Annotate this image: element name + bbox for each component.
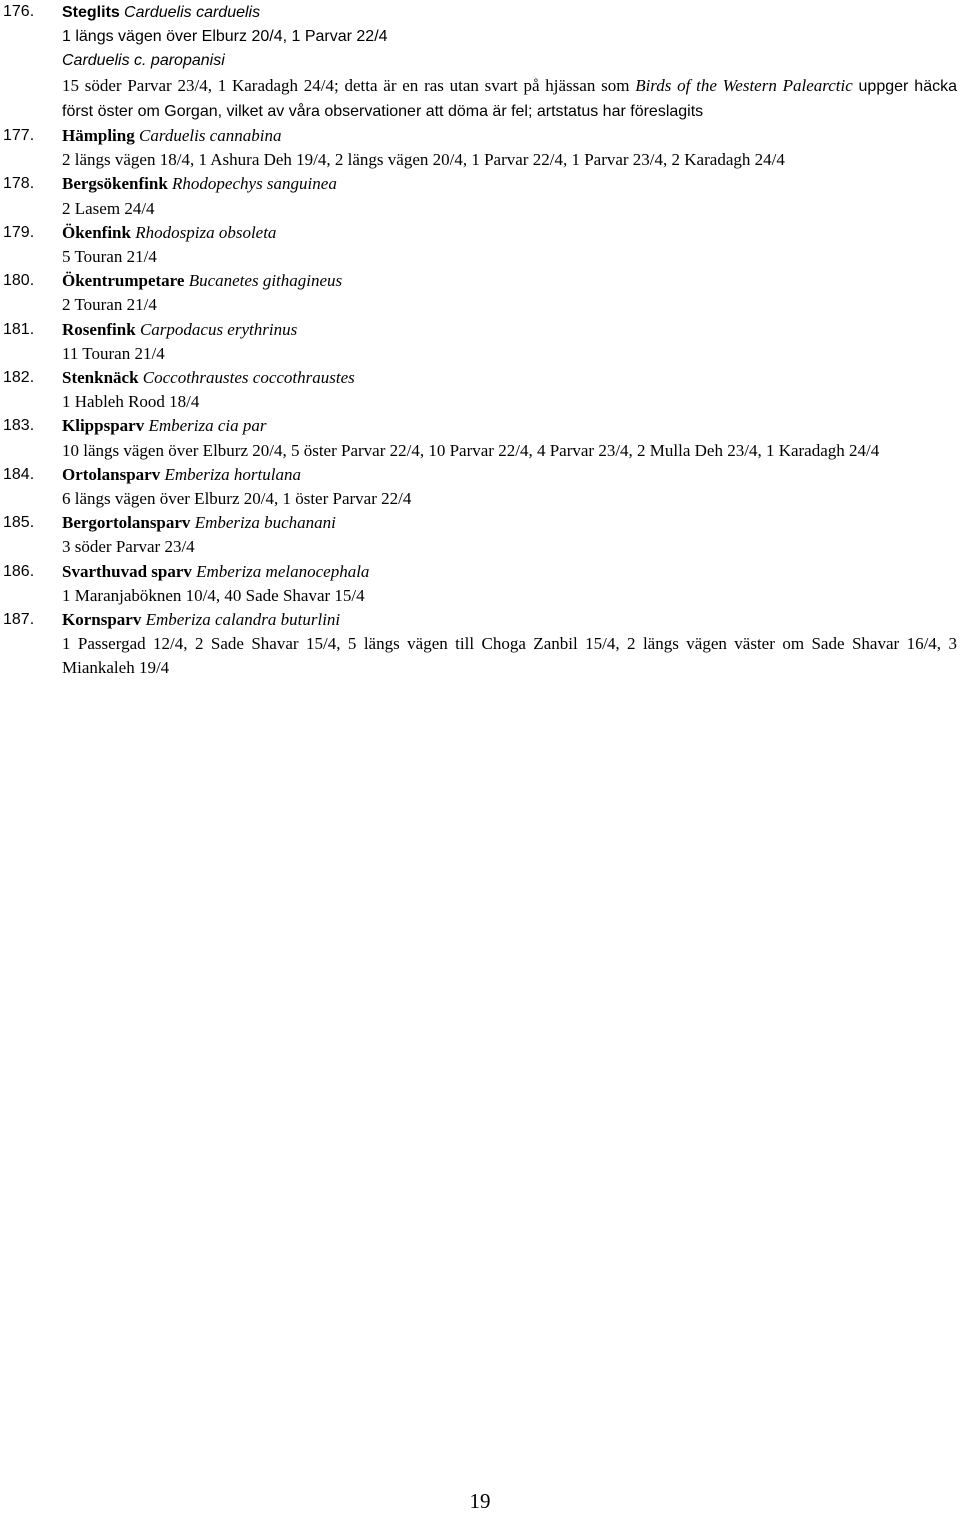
species-heading	[62, 318, 957, 342]
latin-name: Emberiza hortulana	[164, 464, 301, 484]
latin-name: Rhodopechys sanguinea	[172, 174, 337, 194]
latin-name: Emberiza calandra buturlini	[145, 610, 341, 630]
entry-number: 183.	[3, 417, 35, 435]
entry-number: 187.	[3, 611, 35, 629]
observation-text: 2 Touran 21/4	[62, 295, 157, 315]
swedish-name: Bergortolansparv	[62, 513, 191, 533]
species-entry-176	[3, 0, 957, 124]
latin-name: Emberiza melanocephala	[196, 561, 370, 581]
species-heading	[62, 560, 957, 584]
species-heading	[62, 414, 957, 438]
swedish-name: Kornsparv	[62, 610, 142, 630]
note-text-b: uppger häcka först öster om Gorgan, vilket av våra observationer att döma är fel; artstatus har föreslagits	[62, 77, 958, 120]
species-heading	[62, 511, 957, 535]
species-heading	[62, 269, 957, 293]
latin-name: Rhodospiza obsoleta	[135, 222, 277, 242]
entry-number: 181.	[3, 320, 35, 338]
latin-name: Carduelis carduelis	[124, 4, 261, 21]
entry-number: 184.	[3, 465, 35, 483]
swedish-name: Svarthuvad sparv	[62, 561, 192, 581]
species-entry-186	[3, 560, 957, 608]
entry-number: 177.	[3, 127, 35, 145]
swedish-name: Rosenfink	[62, 319, 136, 339]
observation-text: 5 Touran 21/4	[62, 247, 157, 267]
entry-number: 178.	[3, 175, 35, 193]
swedish-name: Ökentrumpetare	[62, 271, 185, 291]
entry-number: 182.	[3, 369, 35, 387]
observation-text: 1 längs vägen över Elburz 20/4, 1 Parvar 22/4	[62, 28, 388, 46]
species-heading	[62, 221, 957, 245]
swedish-name: Ortolansparv	[62, 464, 161, 484]
latin-name: Emberiza cia par	[148, 416, 267, 436]
species-entry-180	[3, 269, 957, 317]
species-heading	[62, 366, 957, 390]
latin-name: Carduelis cannabina	[139, 126, 282, 146]
swedish-name: Klippsparv	[62, 416, 145, 436]
species-entry-187	[3, 608, 957, 681]
observation-text: 1 Maranjaböknen 10/4, 40 Sade Shavar 15/4	[62, 585, 365, 605]
latin-name: Coccothraustes coccothraustes	[142, 368, 355, 388]
entry-number: 186.	[3, 562, 35, 580]
observation-text: 3 söder Parvar 23/4	[62, 537, 195, 557]
swedish-name: Bergsökenfink	[62, 174, 168, 194]
observation-text: 10 längs vägen över Elburz 20/4, 5 öster Parvar 22/4, 10 Parvar 22/4, 4 Parvar 23/4, 2 Mulla Deh 23/4, 1 Karadagh 24/4	[62, 440, 880, 460]
observation-text: 1 Hableh Rood 18/4	[62, 392, 200, 412]
entry-number: 176.	[3, 3, 35, 20]
swedish-name: Steglits	[62, 4, 120, 21]
species-entry-185	[3, 511, 957, 559]
observation-text: 1 Passergad 12/4, 2 Sade Shavar 15/4, 5 längs vägen till Choga Zanbil 15/4, 2 längs vägen väster om Sade Shavar 16/4, 3 Miankaleh 19/4	[62, 634, 957, 678]
swedish-name: Ökenfink	[62, 222, 131, 242]
species-heading	[62, 463, 957, 487]
observation-text: 6 längs vägen över Elburz 20/4, 1 öster Parvar 22/4	[62, 489, 412, 509]
latin-name: Carpodacus erythrinus	[139, 319, 298, 339]
observation-text: 11 Touran 21/4	[62, 343, 165, 363]
species-heading	[62, 0, 957, 25]
swedish-name: Hämpling	[62, 126, 135, 146]
species-entry-183	[3, 414, 957, 462]
subspecies-name: Carduelis c. paropanisi	[62, 52, 225, 70]
species-list	[3, 0, 957, 681]
species-heading	[62, 124, 957, 148]
subspecies-note	[62, 74, 957, 124]
book-title: Birds of the Western Palearctic	[635, 75, 853, 95]
swedish-name: Stenknäck	[62, 368, 139, 388]
species-entry-178	[3, 172, 957, 220]
species-entry-179	[3, 221, 957, 269]
entry-number: 180.	[3, 272, 35, 290]
species-heading	[62, 608, 957, 632]
species-entry-177	[3, 124, 957, 172]
entry-number: 185.	[3, 514, 35, 532]
latin-name: Emberiza buchanani	[194, 513, 336, 533]
species-heading	[62, 172, 957, 196]
note-text-a: 15 söder Parvar 23/4, 1 Karadagh 24/4; detta är en ras utan svart på hjässan som	[62, 75, 630, 95]
species-entry-181	[3, 318, 957, 366]
entry-number: 179.	[3, 223, 35, 241]
observation-text: 2 Lasem 24/4	[62, 198, 155, 218]
page-number: 19	[469, 1489, 491, 1513]
latin-name: Bucanetes githagineus	[188, 271, 343, 291]
species-entry-184	[3, 463, 957, 511]
observation-text: 2 längs vägen 18/4, 1 Ashura Deh 19/4, 2 längs vägen 20/4, 1 Parvar 22/4, 1 Parvar 23/4, 2 Karadagh 24/4	[62, 150, 785, 170]
species-entry-182	[3, 366, 957, 414]
